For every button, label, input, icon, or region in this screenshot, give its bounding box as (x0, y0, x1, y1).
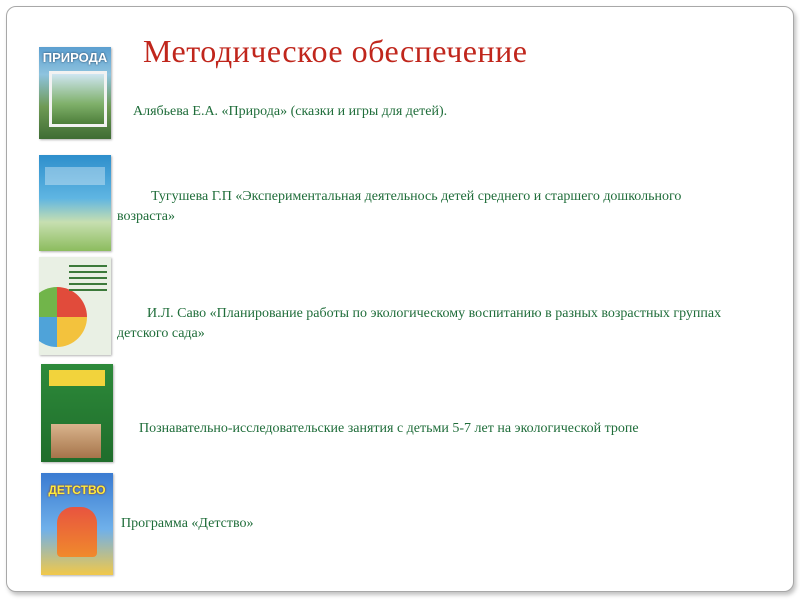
book-cover-title: ДЕТСТВО (48, 483, 106, 497)
cover-pie-image (39, 287, 87, 347)
cover-photo (51, 424, 101, 458)
book-entry-4: Познавательно-исследовательские занятия с детьми 5-7 лет на экологической тропе (139, 421, 639, 436)
book-cover-priroda (39, 47, 111, 139)
slide-title: Методическое обеспечение (143, 33, 528, 69)
book-cover-title: ПРИРОДА (42, 50, 108, 65)
slide-frame (6, 6, 794, 592)
cover-children-image (57, 507, 97, 557)
book-cover-research-lessons (41, 364, 113, 462)
book-entry-1: Алябьева Е.А. «Природа» (сказки и игры для детей). (133, 104, 448, 119)
cover-banner (49, 370, 105, 386)
book-entry-3: И.Л. Саво «Планирование работы по экологическому воспитанию в разных возрастных группах детского сада» (117, 306, 722, 341)
cover-window-image (49, 71, 107, 127)
cover-text-block (45, 167, 105, 185)
book-entry-2: Тугушева Г.П «Экспериментальная деятельнось детей среднего и старшего дошкольного возраста» (117, 189, 682, 224)
book-cover-detstvo (41, 473, 113, 575)
book-entry-5: Программа «Детство» (121, 516, 254, 531)
cover-text-lines (69, 265, 107, 291)
book-cover-experimental (39, 155, 111, 251)
book-cover-planning (39, 257, 111, 355)
